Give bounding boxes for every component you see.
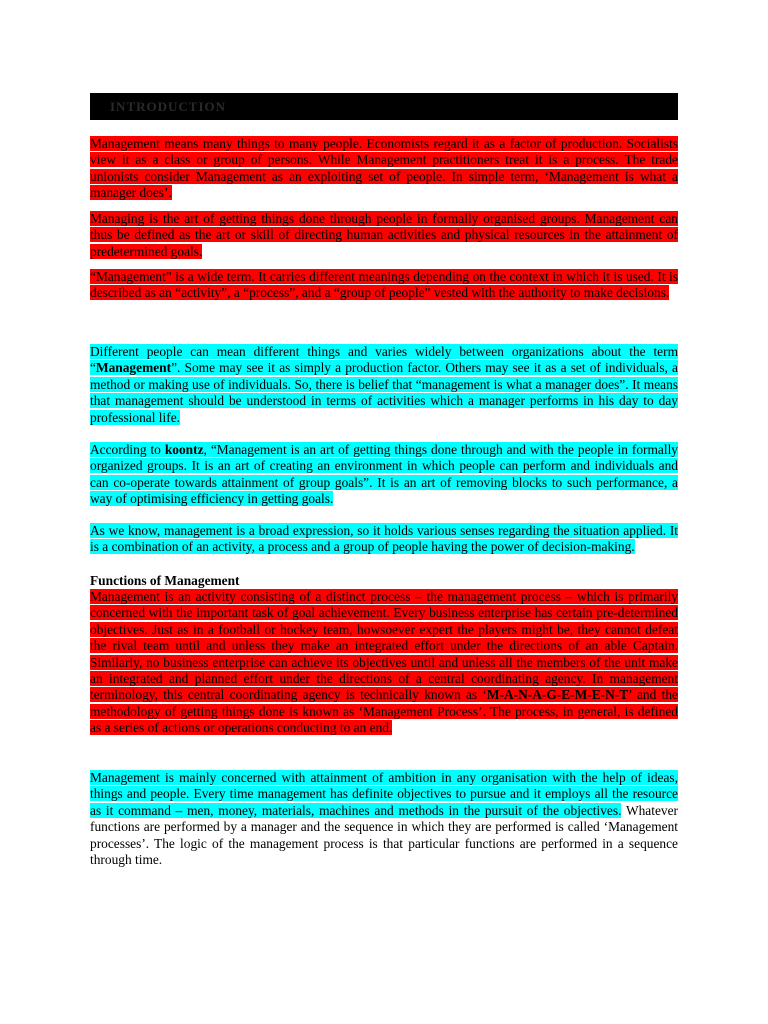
- paragraph-4-part-b: ”. Some may see it as simply a production factor. Others may see it as a set of individuals, a method or making use of individuals. So, there is belief that “management is what a manager does”. It means that management should be understood in terms of activities which a manager performs in his day to day professional life.: [90, 360, 678, 425]
- paragraph-7-part-b: ’ and the methodology of getting things done is known as ‘Management Process’. The process, in general, is defined as a series of actions or operations conducting to an end.: [90, 687, 678, 736]
- paragraph-5-part-a: According to: [90, 442, 165, 457]
- paragraph-4-part-a: Different people can mean different things and varies widely between organizations about the term “: [90, 344, 678, 376]
- paragraph-2-text: Managing is the art of getting things done through people in formally organised groups. Management can thus be defined as the art or skill of directing human activities and physical resources in the attainment of predetermined goals.: [90, 211, 678, 259]
- paragraph-4: [90, 344, 678, 426]
- paragraph-6-text: As we know, management is a broad expression, so it holds various senses regarding the situation applied. It is a combination of an activity, a process and a group of people having the power of decision-making.: [90, 523, 678, 555]
- paragraph-7: [90, 589, 678, 737]
- paragraph-5: [90, 442, 678, 508]
- management-spelled-bold: M-A-N-A-G-E-M-E-N-T: [486, 687, 629, 703]
- paragraph-3: [90, 269, 678, 302]
- paragraph-8-highlighted: Management is mainly concerned with attainment of ambition in any organisation with the help of ideas, things and people. Every time management has definite objectives to pursue and it employs all the resource as it command – men, money, materials, machines and methods in the pursuit of the objectives.: [90, 770, 678, 818]
- management-term-bold: Management: [95, 360, 172, 376]
- paragraph-6: [90, 523, 678, 556]
- paragraph-1-text: Management means many things to many people. Economists regard it as a factor of production. Socialists view it as a class or group of persons. While Management practitioners treat it is a process. The trade unionists consider Management as an exploiting set of people. In simple term, ‘Management is what a manager does’.: [90, 136, 678, 201]
- paragraph-5-part-b: , “Management is an art of getting things done through and with the people in formally organized groups. It is an art of creating an environment in which people can perform and individuals and can co-operate towards attainment of group goals”. It is an art of removing blocks to such performance, a way of optimising efficiency in getting goals.: [90, 442, 678, 507]
- paragraph-8-plain: Whatever functions are performed by a manager and the sequence in which they are performed is called ‘Management processes’. The logic of the management process is that particular functions are performed in a sequence through time.: [90, 802, 678, 868]
- functions-heading: Functions of Management: [90, 573, 240, 588]
- paragraph-7-text: [90, 589, 678, 735]
- section-title-bar: INTRODUCTION: [90, 93, 678, 120]
- paragraph-1: [90, 136, 678, 202]
- paragraph-7-part-a: Management is an activity consisting of a distinct process – the management process – which is primarily concerned with the important task of goal achievement. Every business enterprise has certain pre-determined objectives. Just as in a football or hockey team, howsoever expert the players might be, they cannot defeat the rival team until and unless they make an integrated effort under the directions of an able Captain. Similarly, no business enterprise can achieve its objectives until and unless all the members of the unit make an integrated and planned effort under the directions of a central coordinating agency. In management terminology, this central coordinating agency is technically known as ‘: [90, 589, 678, 703]
- koontz-bold: koontz: [164, 442, 204, 457]
- paragraph-2: [90, 211, 678, 260]
- paragraph-5-text: [90, 442, 678, 506]
- paragraph-8: [90, 770, 678, 868]
- paragraph-4-text: [90, 344, 678, 425]
- paragraph-3-text: “Management” is a wide term. It carries different meanings depending on the context in which it is used. It is described as an “activity”, a “process”, and a “group of people” vested with the authority to make decisions.: [90, 269, 678, 301]
